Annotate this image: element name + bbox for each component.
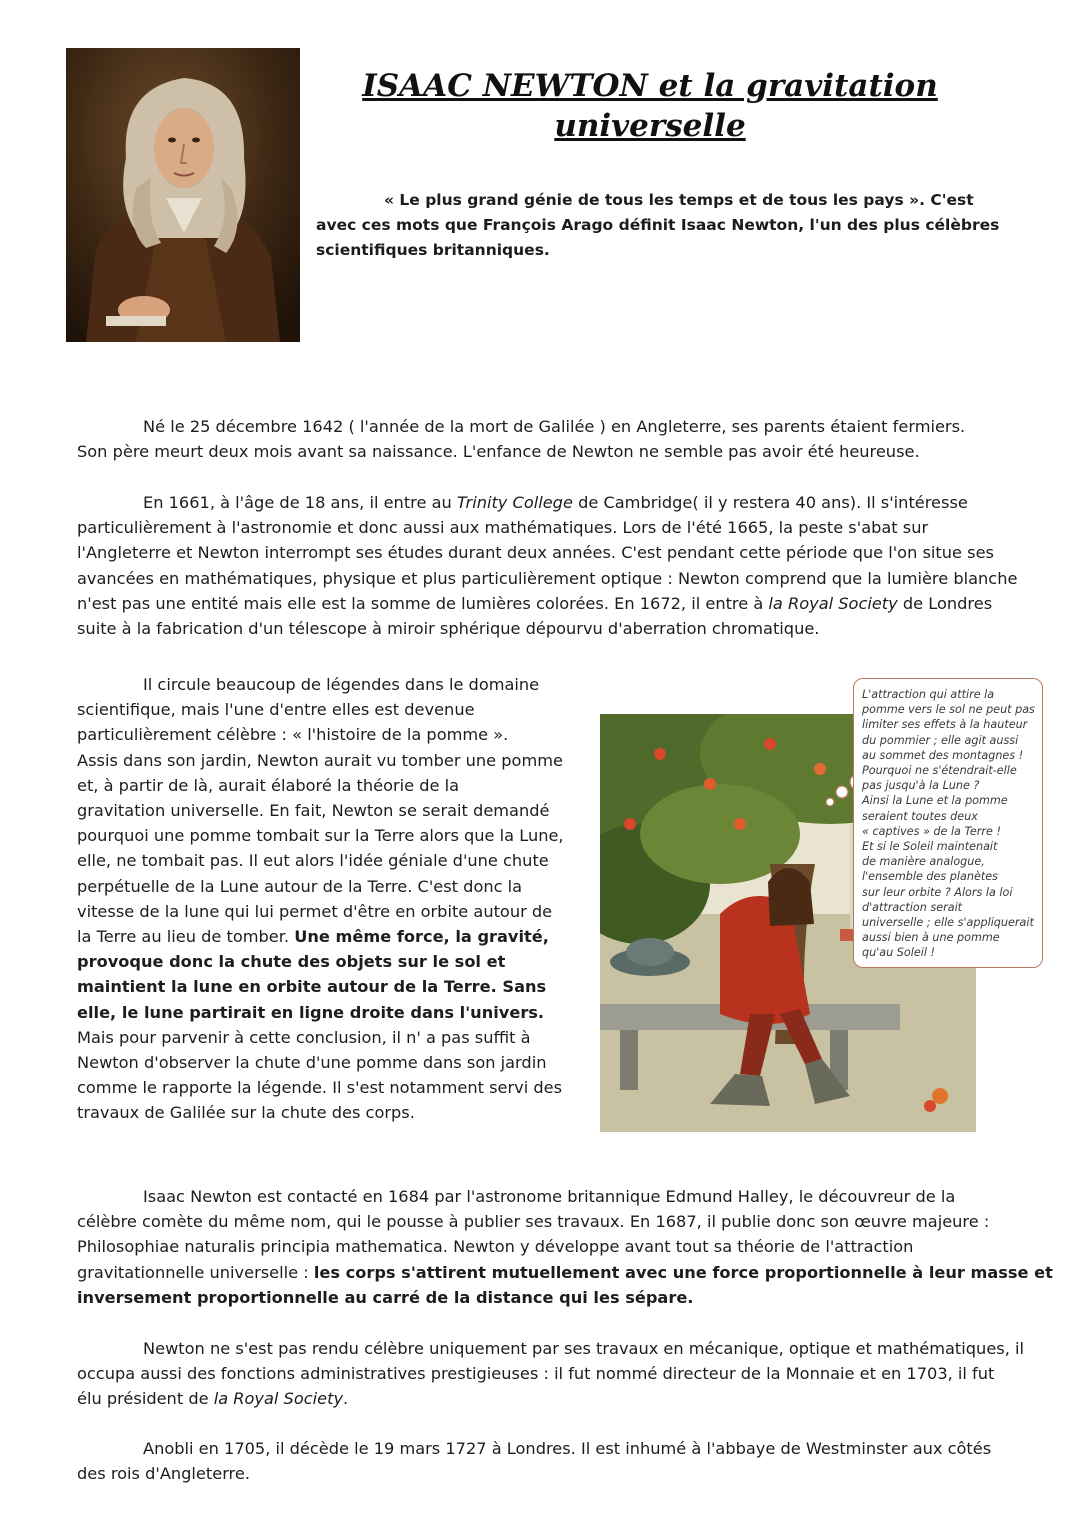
text-line: perpétuelle de la Lune autour de la Terre. C'est donc la [77,876,523,896]
bubble-line: l'ensemble des planètes [862,870,998,884]
bubble-line: au sommet des montagnes ! [862,748,1024,762]
title-line-1: ISAAC NEWTON et la gravitation [362,68,938,104]
bubble-line: « captives » de la Terre ! [862,824,1001,838]
text-line: Newton d'observer la chute d'une pomme dans son jardin [77,1053,547,1073]
text-line-bold: elle, le lune partirait en ligne droite dans l'univers. [77,1002,545,1022]
paragraph-apple-legend [77,672,597,1126]
bubble-line: sur leur orbite ? Alors la loi [862,885,1013,899]
paragraph-birth [77,414,1037,464]
text-line-bold: inversement proportionnelle au carré de la distance qui les sépare. [77,1287,694,1307]
intro-line: « Le plus grand génie de tous les temps et de tous les pays ». C'est [384,191,974,209]
bubble-line: aussi bien à une pomme [862,931,1000,945]
text-line: comme le rapporte la légende. Il s'est notamment servi des [77,1078,563,1098]
text-line-bold: maintient la lune en orbite autour de la Terre. Sans [77,977,547,997]
text-line: Philosophiae naturalis principia mathematica. Newton y développe avant tout sa théorie de l'attraction [77,1237,914,1257]
bubble-line: Ainsi la Lune et la pomme [862,794,1008,808]
text-line: l'Angleterre et Newton interrompt ses études durant deux années. C'est pendant cette période que l'on situe ses [77,543,994,563]
text-line: scientifique, mais l'une d'entre elles est devenue [77,700,475,720]
text-line: et, à partir de là, aurait élaboré la théorie de la [77,775,460,795]
bubble-line: Et si le Soleil maintenait [862,840,998,854]
text-line: particulièrement à l'astronomie et donc aussi aux mathématiques. Lors de l'été 1665, la peste s'abat sur [77,518,929,538]
text-line: célèbre comète du même nom, qui le pousse à publier ses travaux. En 1687, il publie donc son œuvre majeure : [77,1212,990,1232]
text-line: des rois d'Angleterre. [77,1464,250,1484]
bubble-line: de manière analogue, [862,855,985,869]
intro-line: scientifiques britanniques. [316,241,550,259]
text-line: la Terre au lieu de tomber. Une même force, la gravité, [77,927,549,947]
text-line: occupa aussi des fonctions administratives prestigieuses : il fut nommé directeur de la Monnaie et en 1703, il fut [77,1364,995,1384]
text-line: gravitationnelle universelle : les corps s'attirent mutuellement avec une force proportionnelle à leur masse et [77,1262,1053,1282]
paragraph-career [77,1336,1037,1412]
text-line: Newton ne s'est pas rendu célèbre uniquement par ses travaux en mécanique, optique et mathématiques, il [143,1339,1024,1358]
text-line: Né le 25 décembre 1642 ( l'année de la mort de Galilée ) en Angleterre, ses parents étaient fermiers. [143,417,966,436]
bubble-line: Pourquoi ne s'étendrait-elle [862,764,1017,778]
text-line: Son père meurt deux mois avant sa naissance. L'enfance de Newton ne semble pas avoir été heureuse. [77,442,920,462]
page-title [340,66,960,146]
bubble-line: pomme vers le sol ne peut pas [862,703,1035,717]
text-line: Assis dans son jardin, Newton aurait vu tomber une pomme [77,750,563,770]
text-line: En 1661, à l'âge de 18 ans, il entre au Trinity College de Cambridge( il y restera 40 ans). Il s'intéresse [143,493,968,512]
text-line: Mais pour parvenir à cette conclusion, il n' a pas suffit à [77,1027,531,1047]
bubble-line: seraient toutes deux [862,809,978,823]
bubble-line: du pommier ; elle agit aussi [862,733,1019,747]
intro-line: avec ces mots que François Arago définit Isaac Newton, l'un des plus célèbres [316,216,1000,234]
paragraph-cambridge [77,490,1037,641]
bubble-line: universelle ; elle s'appliquerait [862,916,1034,930]
bubble-line: pas jusqu'à la Lune ? [862,779,980,793]
text-line: pourquoi une pomme tombait sur la Terre alors que la Lune, [77,826,564,846]
paragraph-death [77,1436,1037,1486]
text-line: gravitation universelle. En fait, Newton se serait demandé [77,801,550,821]
text-line: suite à la fabrication d'un télescope à miroir sphérique dépourvu d'aberration chromatique. [77,619,820,639]
text-line: travaux de Galilée sur la chute des corps. [77,1103,415,1123]
text-line: Isaac Newton est contacté en 1684 par l'astronome britannique Edmund Halley, le découvreur de la [143,1187,956,1206]
text-line: Il circule beaucoup de légendes dans le domaine [143,675,540,694]
intro-quote [316,188,1026,263]
text-line: avancées en mathématiques, physique et plus particulièrement optique : Newton comprend que la lumière blanche [77,568,1018,588]
bubble-line: limiter ses effets à la hauteur [862,718,1028,732]
text-line: elle, ne tombait pas. Il eut alors l'idée géniale d'une chute [77,851,549,871]
text-line: particulièrement célèbre : « l'histoire de la pomme ». [77,725,509,745]
newton-portrait [66,48,300,342]
text-line-bold: provoque donc la chute des objets sur le sol et [77,952,506,972]
title-line-2: universelle [554,108,746,144]
bubble-line: L'attraction qui attire la [862,688,995,701]
text-line: vitesse de la lune qui lui permet d'être en orbite autour de [77,901,553,921]
thought-bubble [853,678,1043,968]
text-line: n'est pas une entité mais elle est la somme de lumières colorées. En 1672, il entre à la Royal Society de Londres [77,593,993,613]
bubble-line: d'attraction serait [862,900,963,914]
bubble-line: qu'au Soleil ! [862,946,935,960]
text-line: élu président de la Royal Society. [77,1389,349,1409]
paragraph-principia [77,1184,1053,1310]
text-line: Anobli en 1705, il décède le 19 mars 1727 à Londres. Il est inhumé à l'abbaye de Westminster aux côtés [143,1439,992,1458]
